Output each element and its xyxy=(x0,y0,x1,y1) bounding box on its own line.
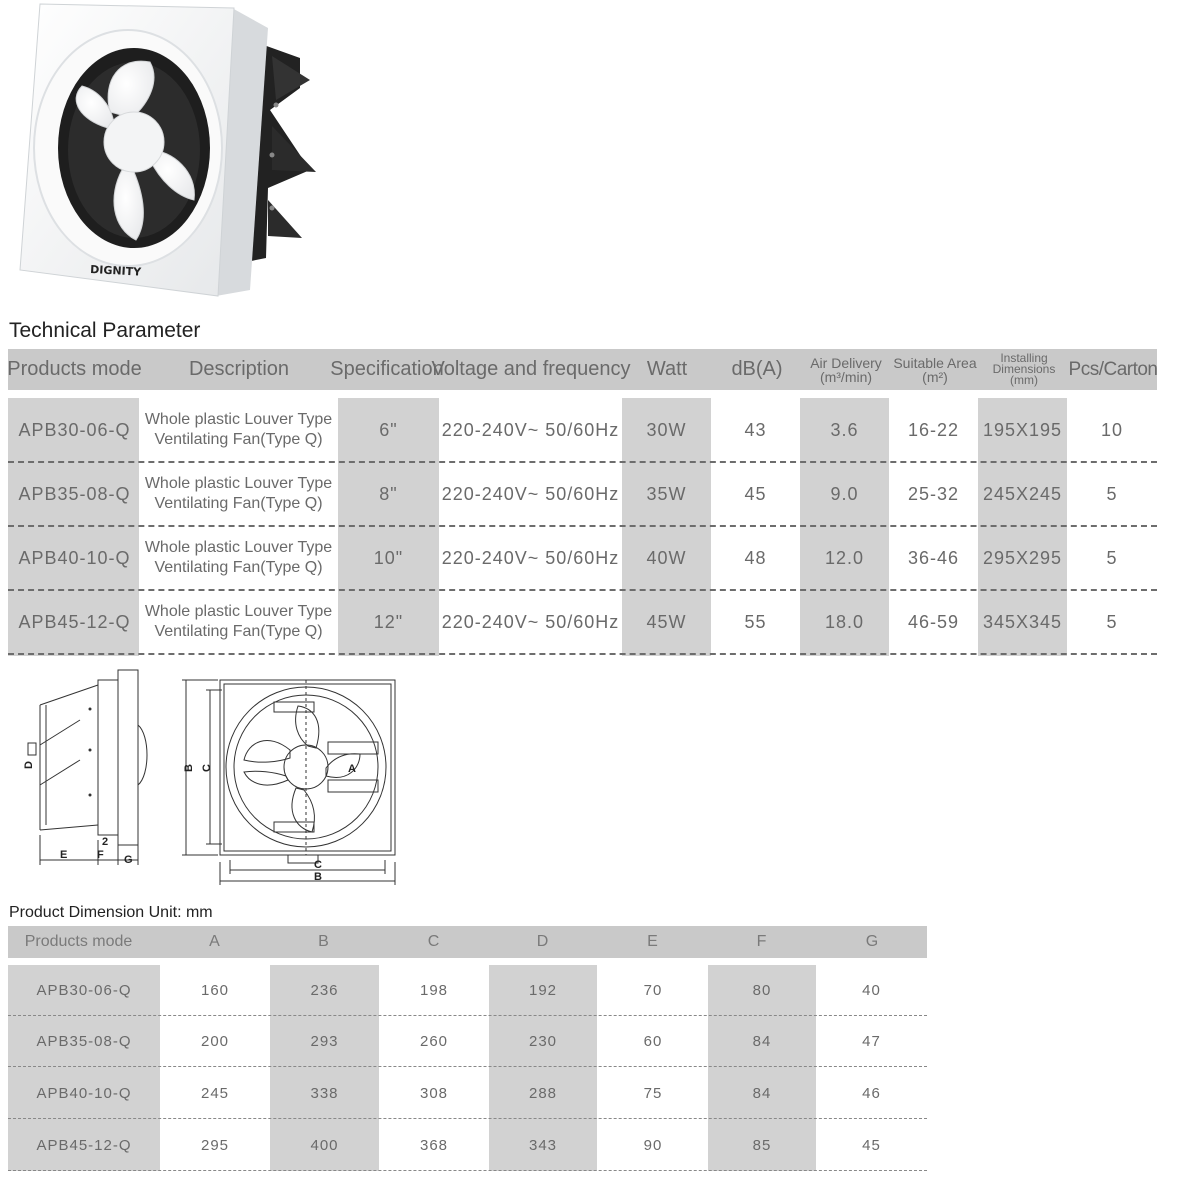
header-text: Voltage and frequency xyxy=(431,358,631,380)
header-text: Watt xyxy=(646,358,688,380)
dim-cell-d: 192 xyxy=(528,982,558,999)
tech-header-voltage xyxy=(431,349,631,390)
header-text: Dimensions xyxy=(992,362,1056,376)
cell-watt: 35W xyxy=(646,483,687,504)
tech-section-title: Technical Parameter xyxy=(9,319,201,342)
row-divider xyxy=(8,653,1157,655)
cell-db: 55 xyxy=(744,611,767,632)
dimension-section-title: Product Dimension Unit: mm xyxy=(9,904,213,921)
header-text: Air Delivery xyxy=(810,354,882,371)
cell-watt: 30W xyxy=(646,419,687,440)
cell-description xyxy=(139,462,338,526)
tech-parameter-table xyxy=(8,349,1157,657)
dim-header-products-mode: Products mode xyxy=(24,933,133,950)
tech-header-pcs-carton xyxy=(1069,349,1157,390)
desc-line: Whole plastic Louver Type xyxy=(144,539,333,556)
front-label-a: A xyxy=(348,763,356,775)
product-photo xyxy=(10,0,320,300)
cell-voltage: 220-240V~ 50/60Hz xyxy=(441,419,620,440)
tech-header-installing-dimensions xyxy=(979,349,1069,390)
desc-line: Ventilating Fan(Type Q) xyxy=(154,431,323,448)
header-text: (m³/min) xyxy=(819,368,873,385)
row-divider xyxy=(8,1170,927,1171)
front-label-c-vertical: C xyxy=(201,764,213,772)
desc-line: Ventilating Fan(Type Q) xyxy=(154,495,323,512)
cell-pcs: 5 xyxy=(1106,547,1118,568)
cell-watt: 40W xyxy=(646,547,687,568)
header-text: Pcs/Carton xyxy=(1068,358,1158,380)
dim-cell-e: 75 xyxy=(643,1085,663,1102)
cell-area: 16-22 xyxy=(907,419,960,440)
dim-cell-model: APB30-06-Q xyxy=(36,982,132,999)
front-label-b-vertical: B xyxy=(183,764,195,772)
dim-cell-f: 84 xyxy=(752,1033,772,1050)
cell-voltage: 220-240V~ 50/60Hz xyxy=(441,611,620,632)
dim-cell-f: 80 xyxy=(752,982,772,999)
tech-header-specification xyxy=(330,349,444,390)
cell-area: 46-59 xyxy=(907,611,960,632)
dim-header-a: A xyxy=(209,933,220,950)
dim-cell-e: 90 xyxy=(643,1137,663,1154)
header-text: Specification xyxy=(330,358,444,380)
dim-cell-f: 85 xyxy=(752,1137,772,1154)
dim-cell-d: 343 xyxy=(528,1137,558,1154)
dim-cell-b: 338 xyxy=(310,1085,339,1102)
cell-install: 245X245 xyxy=(982,483,1063,504)
dim-header-f: F xyxy=(756,933,767,950)
cell-description xyxy=(139,590,338,654)
brand-logo: DIGNITY xyxy=(89,263,142,279)
header-text: dB(A) xyxy=(731,358,783,380)
tech-header-suitable-area xyxy=(890,349,980,390)
cell-db: 48 xyxy=(744,547,767,568)
dim-cell-a: 245 xyxy=(200,1085,230,1102)
cell-spec: 10" xyxy=(373,547,404,568)
front-label-c-bottom: C xyxy=(314,859,322,871)
tech-row xyxy=(8,462,1157,526)
desc-line: Ventilating Fan(Type Q) xyxy=(154,623,323,640)
cell-air: 3.6 xyxy=(830,419,859,440)
dimension-table xyxy=(8,926,927,1172)
cell-pcs: 5 xyxy=(1106,483,1118,504)
dim-header-e: E xyxy=(647,933,658,950)
tech-header-watt xyxy=(622,349,712,390)
side-view-diagram xyxy=(20,665,160,875)
dim-header-d: D xyxy=(536,933,549,950)
side-label-g: G xyxy=(124,854,133,866)
row-divider xyxy=(8,1066,927,1067)
header-text: Suitable Area xyxy=(893,354,977,371)
cell-model: APB30-06-Q xyxy=(18,419,131,440)
cell-description xyxy=(139,526,338,590)
dim-cell-model: APB35-08-Q xyxy=(36,1033,132,1050)
cell-spec: 12" xyxy=(373,611,404,632)
dim-cell-g: 46 xyxy=(862,1085,881,1102)
front-label-b-bottom: B xyxy=(314,871,322,883)
cell-pcs: 5 xyxy=(1106,611,1118,632)
tech-header-products-mode xyxy=(8,349,141,390)
header-text: Description xyxy=(188,358,290,380)
header-text: Installing xyxy=(1000,351,1048,365)
cell-install: 295X295 xyxy=(982,547,1063,568)
dim-cell-g: 47 xyxy=(862,1033,881,1050)
dim-cell-b: 236 xyxy=(310,982,339,999)
cell-spec: 8" xyxy=(379,483,398,504)
tech-header-description xyxy=(141,349,337,390)
desc-line: Whole plastic Louver Type xyxy=(144,603,333,620)
dimension-row xyxy=(8,1016,927,1067)
cell-area: 36-46 xyxy=(907,547,960,568)
row-divider xyxy=(8,1118,927,1119)
dim-cell-g: 40 xyxy=(862,982,881,999)
dim-cell-c: 260 xyxy=(419,1033,449,1050)
side-label-d: D xyxy=(23,761,35,769)
side-label-2: 2 xyxy=(102,836,109,848)
dim-header-g: G xyxy=(865,933,879,950)
cell-install: 195X195 xyxy=(982,419,1063,440)
dim-cell-e: 60 xyxy=(643,1033,663,1050)
header-text: (mm) xyxy=(1010,373,1038,387)
dim-cell-g: 45 xyxy=(862,1137,881,1154)
desc-line: Whole plastic Louver Type xyxy=(144,475,333,492)
cell-pcs: 10 xyxy=(1100,419,1124,440)
cell-db: 43 xyxy=(744,419,767,440)
desc-line: Ventilating Fan(Type Q) xyxy=(154,559,323,576)
cell-air: 18.0 xyxy=(824,611,865,632)
dimension-row xyxy=(8,1120,927,1171)
tech-header-air-delivery xyxy=(801,349,891,390)
cell-db: 45 xyxy=(744,483,767,504)
cell-model: APB45-12-Q xyxy=(18,611,131,632)
cell-area: 25-32 xyxy=(907,483,960,504)
dim-header-b: B xyxy=(318,933,329,950)
dim-cell-b: 400 xyxy=(310,1137,339,1154)
dim-cell-d: 288 xyxy=(528,1085,558,1102)
dimension-row xyxy=(8,965,927,1016)
header-text: (m²) xyxy=(922,368,948,385)
cell-watt: 45W xyxy=(646,611,687,632)
dim-cell-c: 368 xyxy=(419,1137,449,1154)
cell-spec: 6" xyxy=(379,419,398,440)
front-view-diagram xyxy=(178,672,403,887)
side-label-e: E xyxy=(60,849,68,861)
dim-cell-f: 84 xyxy=(752,1085,772,1102)
desc-line: Whole plastic Louver Type xyxy=(144,411,333,428)
dim-cell-d: 230 xyxy=(528,1033,558,1050)
dim-cell-c: 198 xyxy=(419,982,449,999)
cell-voltage: 220-240V~ 50/60Hz xyxy=(441,483,620,504)
dim-cell-model: APB45-12-Q xyxy=(36,1137,132,1154)
tech-row xyxy=(8,398,1157,462)
dim-cell-e: 70 xyxy=(643,982,663,999)
dim-cell-b: 293 xyxy=(310,1033,339,1050)
tech-row xyxy=(8,526,1157,590)
cell-description xyxy=(139,398,338,462)
dim-cell-a: 160 xyxy=(200,982,230,999)
tech-row xyxy=(8,590,1157,654)
dim-cell-model: APB40-10-Q xyxy=(36,1085,132,1102)
dimension-row xyxy=(8,1068,927,1119)
cell-air: 12.0 xyxy=(824,547,865,568)
dim-cell-a: 295 xyxy=(200,1137,230,1154)
dim-cell-c: 308 xyxy=(419,1085,449,1102)
cell-model: APB35-08-Q xyxy=(18,483,131,504)
cell-air: 9.0 xyxy=(830,483,859,504)
cell-voltage: 220-240V~ 50/60Hz xyxy=(441,547,620,568)
dim-header-c: C xyxy=(427,933,440,950)
header-text: Products mode xyxy=(7,358,142,380)
cell-install: 345X345 xyxy=(982,611,1063,632)
cell-model: APB40-10-Q xyxy=(18,547,131,568)
tech-header-db xyxy=(712,349,802,390)
side-label-f: F xyxy=(97,849,104,861)
dim-cell-a: 200 xyxy=(200,1033,230,1050)
